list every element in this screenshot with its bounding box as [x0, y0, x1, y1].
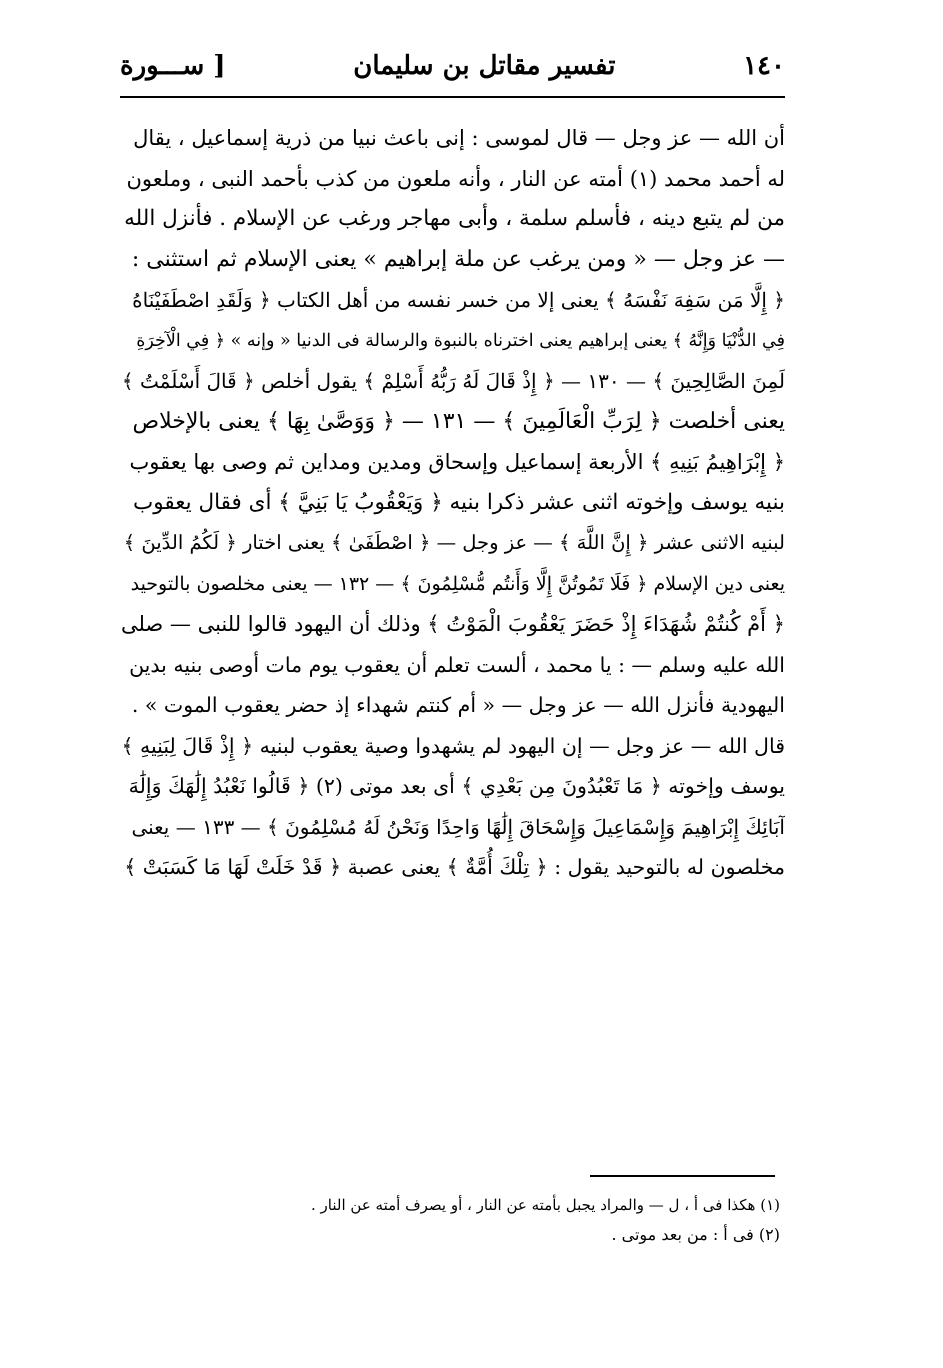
- text-line: الله عليه وسلم — : يا محمد ، ألست تعلم أن يعقوب يوم مات أوصى بنيه بدين: [129, 652, 785, 677]
- text-line: لَمِنَ الصَّالِحِينَ ﴾ — ١٣٠ — ﴿ إِذْ قَالَ لَهُ رَبُّهُ أَسْلِمْ ﴾ يقول أخلص ﴿ قَالَ أَسْلَمْتُ ﴾: [121, 369, 785, 393]
- page-number: ١٤٠: [743, 51, 785, 81]
- footnote-divider: [590, 1175, 775, 1177]
- text-line: من لم يتبع دينه ، فأسلم سلمة ، وأبى مهاجر ورغب عن الإسلام . فأنزل الله: [124, 206, 785, 231]
- text-line: اليهودية فأنزل الله — عز وجل — « أم كنتم شهداء إذ حضر يعقوب الموت » .: [131, 693, 785, 717]
- text-line: يعنى أخلصت ﴿ لِرَبِّ الْعَالَمِينَ ﴾ — ١٣١ — ﴿ وَوَصَّىٰ بِهَا ﴾ يعنى بالإخلاص: [132, 408, 785, 434]
- footnote-1: (١) هكذا فى أ ، ل — والمراد يجبل بأمته عن النار ، أو يصرف أمته عن النار .: [311, 1196, 780, 1214]
- text-line: يعنى دين الإسلام ﴿ فَلَا تَمُوتُنَّ إِلَّا وَأَنتُم مُّسْلِمُونَ ﴾ — ١٣٢ — يعنى مخلصون بالتوحيد: [130, 572, 785, 595]
- text-line: — عز وجل — « ومن يرغب عن ملة إبراهيم » يعنى الإسلام ثم استثنى :: [131, 246, 785, 272]
- text-line: مخلصون له بالتوحيد يقول : ﴿ تِلْكَ أُمَّةٌ ﴾ يعنى عصبة ﴿ قَدْ خَلَتْ لَهَا مَا كَسَبَتْ ﴾: [124, 855, 785, 879]
- sura-label: [ ســـورة: [120, 51, 226, 81]
- main-text: [120, 118, 785, 888]
- text-line: أن الله — عز وجل — قال لموسى : إنى باعث نبيا من ذرية إسماعيل ، يقال: [133, 126, 785, 150]
- text-line: قال الله — عز وجل — إن اليهود لم يشهدوا وصية يعقوب لبنيه ﴿ إِذْ قَالَ لِبَنِيهِ ﴾: [121, 733, 785, 758]
- text-line: يوسف وإخوته ﴿ مَا تَعْبُدُونَ مِن بَعْدِي ﴾ أى بعد موتى (٢) ﴿ قَالُوا نَعْبُدُ إِلَٰهَكَ وَإِلَٰهَ: [128, 774, 785, 798]
- running-header: [120, 40, 785, 92]
- text-line: له أحمد محمد (١) أمته عن النار ، وأنه ملعون من كذب بأحمد النبى ، وملعون: [126, 166, 785, 191]
- text-line: ﴿ إِبْرَاهِيمُ بَنِيهِ ﴾ الأربعة إسماعيل وإسحاق ومدين ومداين ثم وصى بها يعقوب: [129, 450, 785, 474]
- text-line: ﴿ إِلَّا مَن سَفِهَ نَفْسَهُ ﴾ يعنى إلا من خسر نفسه من أهل الكتاب ﴿ وَلَقَدِ اصْطَفَيْنَاهُ: [132, 288, 785, 312]
- footnotes: [300, 1190, 780, 1250]
- footnote-2: (٢) فى أ : من بعد موتى .: [611, 1225, 780, 1244]
- header-divider: [120, 96, 785, 98]
- text-line: لبنيه الاثنى عشر ﴿ إِنَّ اللَّهَ ﴾ — عز وجل — ﴿ اصْطَفَىٰ ﴾ يعنى اختار ﴿ لَكُمُ الدِّينَ ﴾: [123, 531, 785, 554]
- text-line: آبَائِكَ إِبْرَاهِيمَ وَإِسْمَاعِيلَ وَإِسْحَاقَ إِلَٰهًا وَاحِدًا وَنَحْنُ لَهُ مُسْلِمُونَ ﴾ — ١٣٣ — يعنى: [131, 814, 785, 839]
- text-line: ﴿ أَمْ كُنتُمْ شُهَدَاءَ إِذْ حَضَرَ يَعْقُوبَ الْمَوْتُ ﴾ وذلك أن اليهود قالوا للنبى — صلى: [120, 612, 785, 636]
- book-title: تفسير مقاتل بن سليمان: [353, 51, 616, 81]
- text-line: فِي الدُّنْيَا وَإِنَّهُ ﴾ يعنى إبراهيم يعنى اخترناه بالنبوة والرسالة فى الدنيا « وإنه » ﴿ فِي الْآخِرَةِ: [136, 330, 785, 351]
- text-line: بنيه يوسف وإخوته اثنى عشر ذكرا بنيه ﴿ وَيَعْقُوبُ يَا بَنِيَّ ﴾ أى فقال يعقوب: [133, 489, 785, 515]
